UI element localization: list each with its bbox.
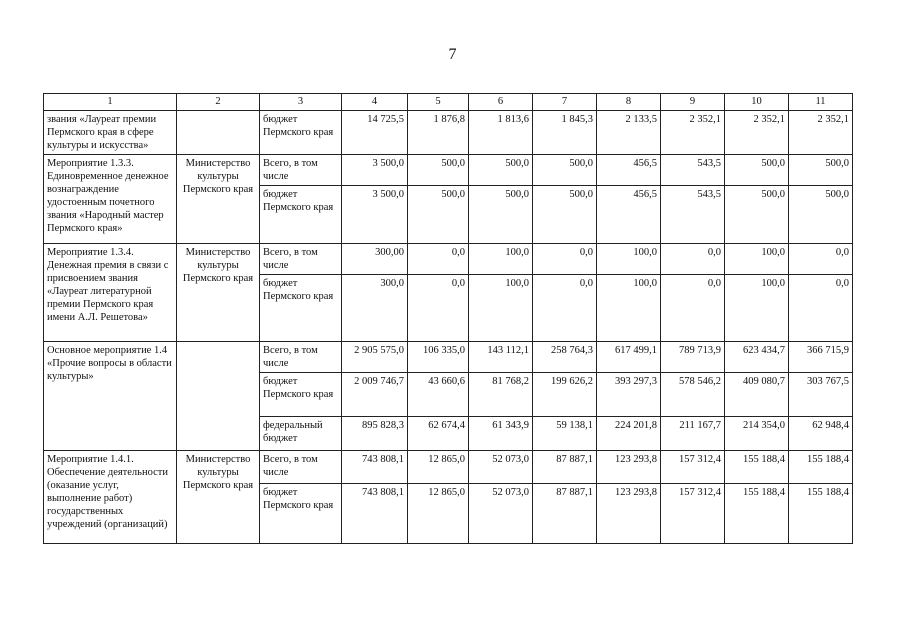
amount-cell: 500,0: [789, 155, 853, 186]
amount-cell: 143 112,1: [469, 342, 533, 373]
amount-cell: 300,0: [342, 275, 408, 342]
amount-cell: 543,5: [661, 186, 725, 244]
funding-source-cell: бюджет Пермского края: [260, 111, 342, 155]
amount-cell: 500,0: [725, 186, 789, 244]
amount-cell: 409 080,7: [725, 373, 789, 417]
amount-cell: 214 354,0: [725, 417, 789, 451]
amount-cell: 155 188,4: [789, 451, 853, 484]
amount-cell: 500,0: [408, 186, 469, 244]
amount-cell: 543,5: [661, 155, 725, 186]
table-row: [44, 155, 853, 186]
amount-cell: 2 352,1: [661, 111, 725, 155]
amount-cell: 1 876,8: [408, 111, 469, 155]
activity-title-cell: звания «Лауреат премии Пермского края в сфере культуры и искусства»: [44, 111, 177, 155]
amount-cell: 1 845,3: [533, 111, 597, 155]
amount-cell: 14 725,5: [342, 111, 408, 155]
amount-cell: 456,5: [597, 155, 661, 186]
amount-cell: 52 073,0: [469, 451, 533, 484]
funding-source-cell: Всего, в том числе: [260, 451, 342, 484]
table-row: [44, 111, 853, 155]
amount-cell: 43 660,6: [408, 373, 469, 417]
amount-cell: 100,0: [597, 244, 661, 275]
budget-table: [43, 93, 853, 544]
amount-cell: 61 343,9: [469, 417, 533, 451]
amount-cell: 106 335,0: [408, 342, 469, 373]
amount-cell: 62 674,4: [408, 417, 469, 451]
amount-cell: 100,0: [469, 275, 533, 342]
table-body: [44, 94, 853, 544]
executor-cell: [177, 342, 260, 451]
funding-source-cell: Всего, в том числе: [260, 342, 342, 373]
header-cell: 5: [408, 94, 469, 111]
amount-cell: 2 009 746,7: [342, 373, 408, 417]
amount-cell: 199 626,2: [533, 373, 597, 417]
activity-title-cell: Мероприятие 1.3.3. Единовременное денежное вознаграждение удостоенным почетного звания «Народный мастер Пермского края»: [44, 155, 177, 244]
amount-cell: 81 768,2: [469, 373, 533, 417]
amount-cell: 0,0: [408, 244, 469, 275]
amount-cell: 578 546,2: [661, 373, 725, 417]
amount-cell: 258 764,3: [533, 342, 597, 373]
amount-cell: 456,5: [597, 186, 661, 244]
amount-cell: 0,0: [533, 244, 597, 275]
amount-cell: 500,0: [408, 155, 469, 186]
amount-cell: 1 813,6: [469, 111, 533, 155]
executor-cell: [177, 111, 260, 155]
amount-cell: 300,00: [342, 244, 408, 275]
amount-cell: 100,0: [469, 244, 533, 275]
amount-cell: 100,0: [725, 244, 789, 275]
executor-cell: Министерство культуры Пермского края: [177, 451, 260, 544]
amount-cell: 123 293,8: [597, 451, 661, 484]
table-row: [44, 451, 853, 484]
amount-cell: 500,0: [533, 186, 597, 244]
amount-cell: 2 133,5: [597, 111, 661, 155]
table-row: [44, 244, 853, 275]
amount-cell: 0,0: [789, 244, 853, 275]
amount-cell: 3 500,0: [342, 155, 408, 186]
funding-source-cell: бюджет Пермского края: [260, 484, 342, 544]
funding-source-cell: бюджет Пермского края: [260, 373, 342, 417]
funding-source-cell: Всего, в том числе: [260, 155, 342, 186]
amount-cell: 303 767,5: [789, 373, 853, 417]
amount-cell: 743 808,1: [342, 451, 408, 484]
amount-cell: 12 865,0: [408, 484, 469, 544]
amount-cell: 500,0: [469, 186, 533, 244]
amount-cell: 155 188,4: [725, 451, 789, 484]
amount-cell: 789 713,9: [661, 342, 725, 373]
amount-cell: 0,0: [789, 275, 853, 342]
amount-cell: 895 828,3: [342, 417, 408, 451]
header-cell: 7: [533, 94, 597, 111]
header-cell: 4: [342, 94, 408, 111]
header-cell: 3: [260, 94, 342, 111]
table-row: [44, 342, 853, 373]
activity-title-cell: Мероприятие 1.3.4. Денежная премия в связи с присвоением звания «Лауреат литературной премии Пермского края имени А.Л. Решетова»: [44, 244, 177, 342]
header-cell: 1: [44, 94, 177, 111]
executor-cell: Министерство культуры Пермского края: [177, 155, 260, 244]
amount-cell: 500,0: [725, 155, 789, 186]
amount-cell: 743 808,1: [342, 484, 408, 544]
amount-cell: 617 499,1: [597, 342, 661, 373]
amount-cell: 100,0: [725, 275, 789, 342]
amount-cell: 366 715,9: [789, 342, 853, 373]
amount-cell: 87 887,1: [533, 451, 597, 484]
amount-cell: 500,0: [789, 186, 853, 244]
amount-cell: 211 167,7: [661, 417, 725, 451]
amount-cell: 393 297,3: [597, 373, 661, 417]
amount-cell: 0,0: [661, 275, 725, 342]
amount-cell: 224 201,8: [597, 417, 661, 451]
amount-cell: 155 188,4: [789, 484, 853, 544]
funding-source-cell: бюджет Пермского края: [260, 186, 342, 244]
amount-cell: 500,0: [469, 155, 533, 186]
activity-title-cell: Мероприятие 1.4.1. Обеспечение деятельности (оказание услуг, выполнение работ) государственных учреждений (организаций): [44, 451, 177, 544]
page-number: 7: [448, 46, 457, 63]
funding-source-cell: федеральный бюджет: [260, 417, 342, 451]
header-cell: 8: [597, 94, 661, 111]
amount-cell: 2 352,1: [725, 111, 789, 155]
amount-cell: 3 500,0: [342, 186, 408, 244]
amount-cell: 52 073,0: [469, 484, 533, 544]
amount-cell: 623 434,7: [725, 342, 789, 373]
header-cell: 11: [789, 94, 853, 111]
amount-cell: 155 188,4: [725, 484, 789, 544]
header-cell: 6: [469, 94, 533, 111]
amount-cell: 12 865,0: [408, 451, 469, 484]
amount-cell: 123 293,8: [597, 484, 661, 544]
amount-cell: 59 138,1: [533, 417, 597, 451]
header-cell: 10: [725, 94, 789, 111]
header-cell: 2: [177, 94, 260, 111]
header-row: [44, 94, 853, 111]
amount-cell: 2 352,1: [789, 111, 853, 155]
funding-source-cell: Всего, в том числе: [260, 244, 342, 275]
amount-cell: 0,0: [533, 275, 597, 342]
header-cell: 9: [661, 94, 725, 111]
amount-cell: 87 887,1: [533, 484, 597, 544]
amount-cell: 0,0: [408, 275, 469, 342]
amount-cell: 157 312,4: [661, 484, 725, 544]
funding-source-cell: бюджет Пермского края: [260, 275, 342, 342]
executor-cell: Министерство культуры Пермского края: [177, 244, 260, 342]
amount-cell: 100,0: [597, 275, 661, 342]
amount-cell: 157 312,4: [661, 451, 725, 484]
amount-cell: 62 948,4: [789, 417, 853, 451]
amount-cell: 2 905 575,0: [342, 342, 408, 373]
amount-cell: 500,0: [533, 155, 597, 186]
activity-title-cell: Основное мероприятие 1.4 «Прочие вопросы в области культуры»: [44, 342, 177, 451]
amount-cell: 0,0: [661, 244, 725, 275]
